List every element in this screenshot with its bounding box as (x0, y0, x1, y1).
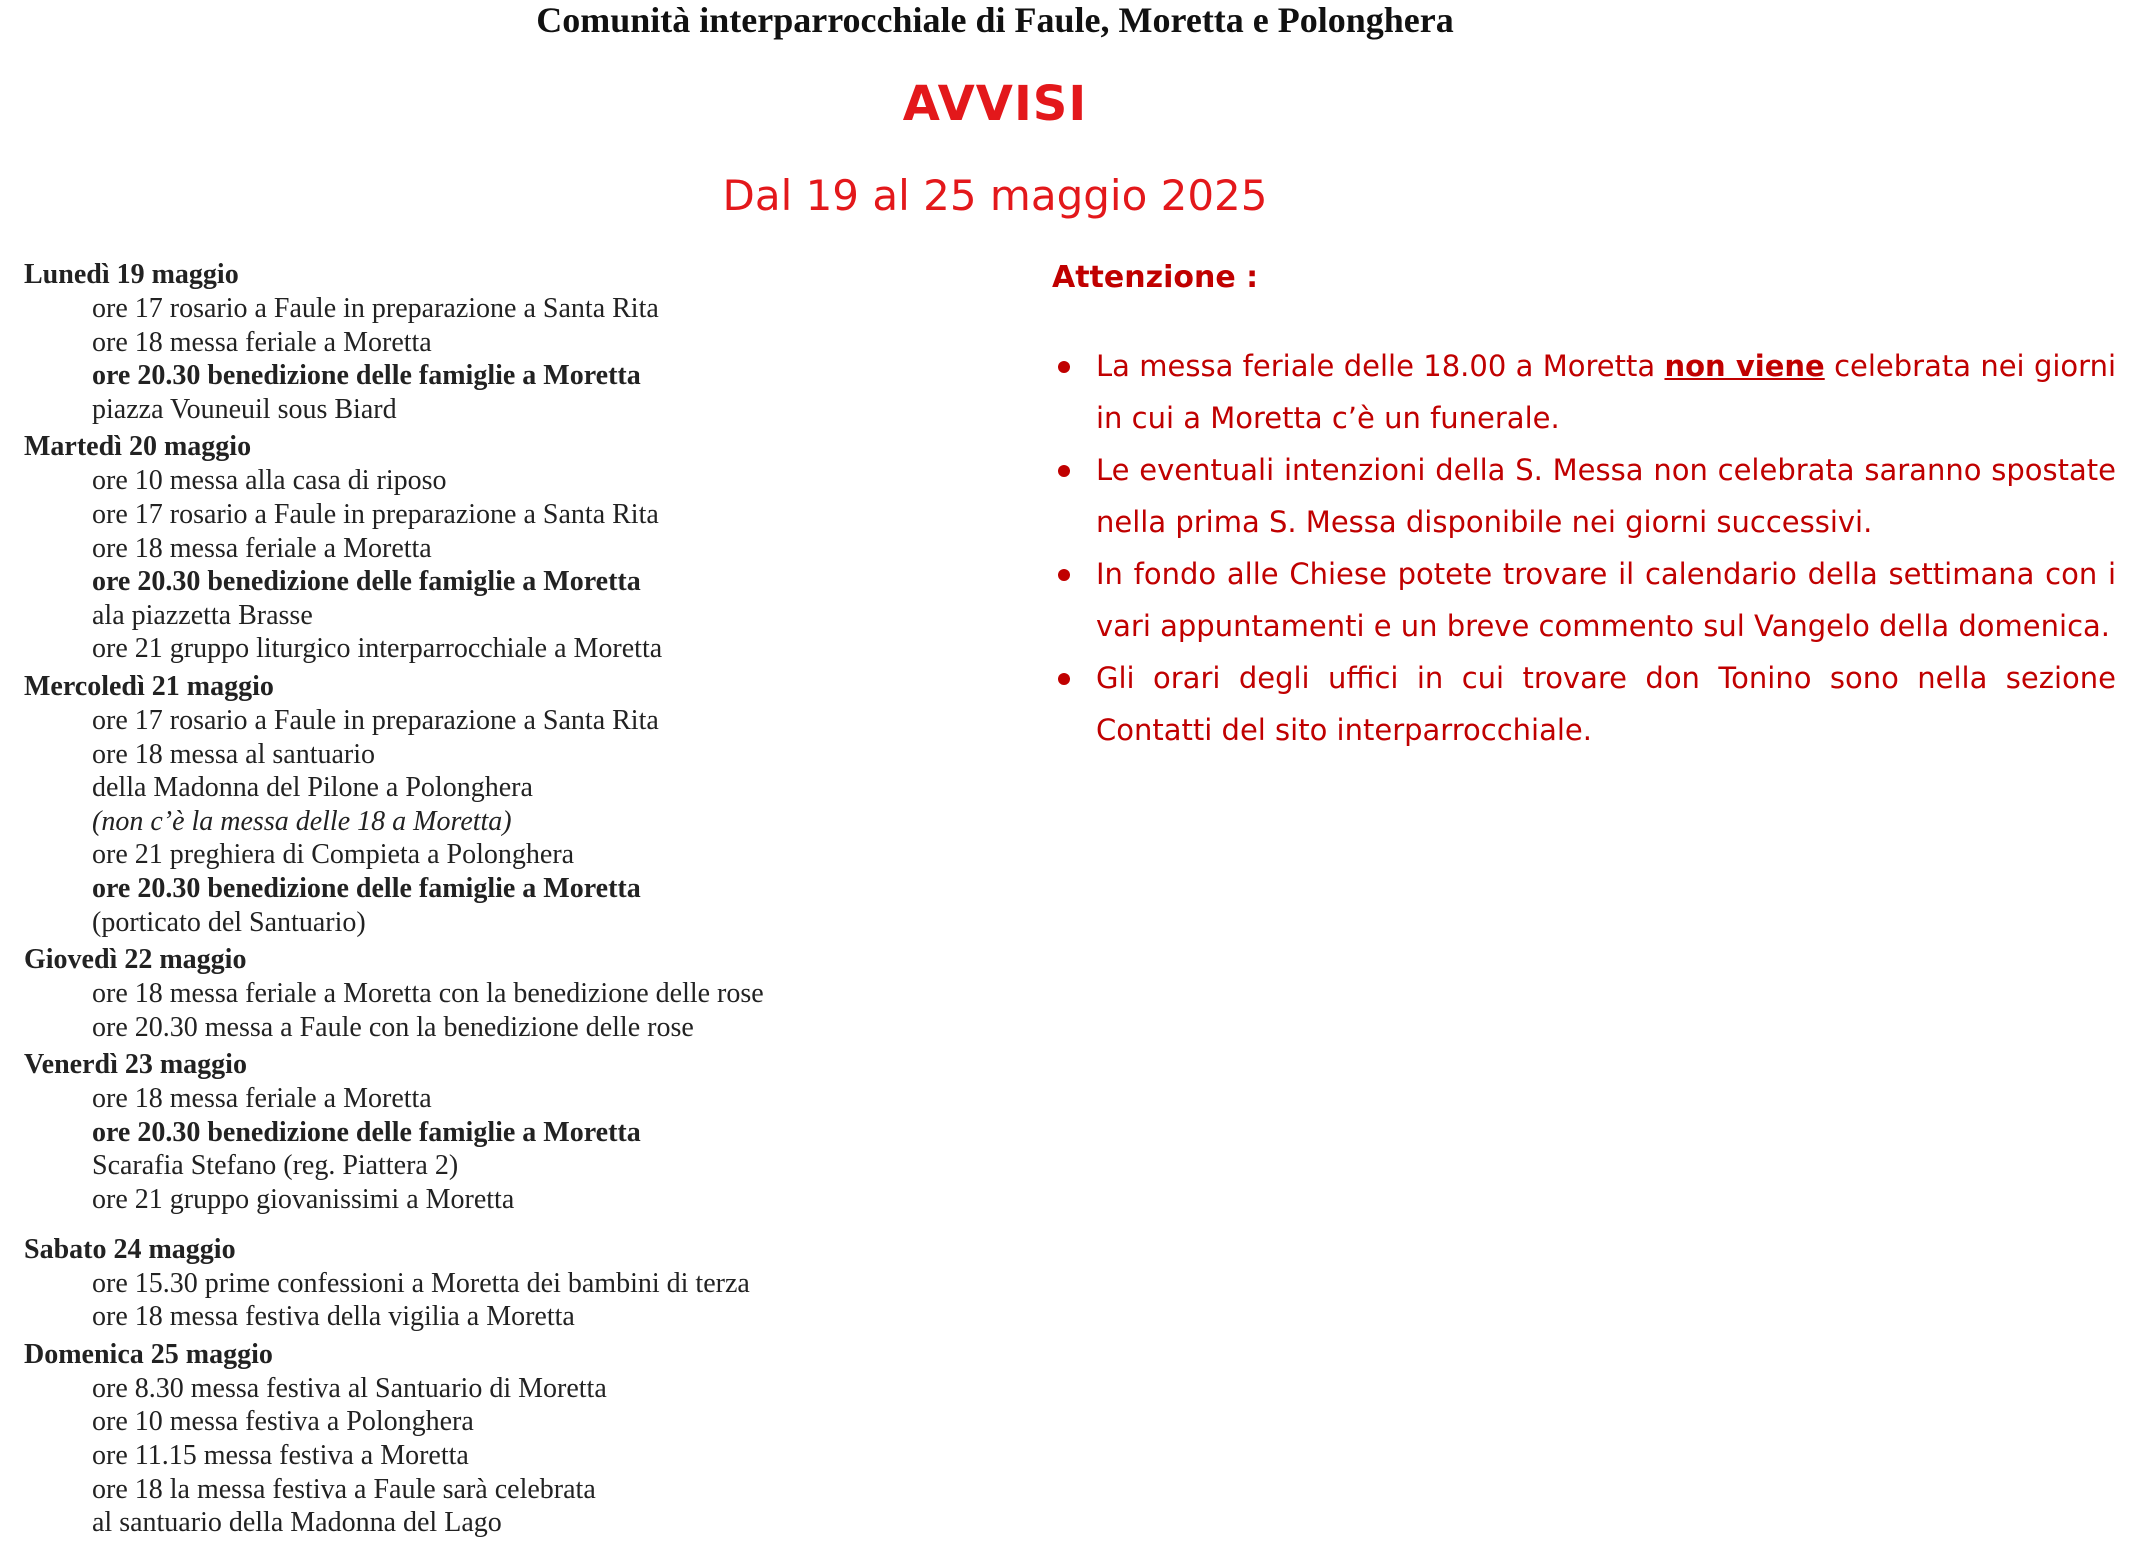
schedule-entry: ore 18 messa al santuario (92, 738, 376, 770)
schedule-entry: ore 10 messa festiva a Polonghera (92, 1406, 474, 1438)
date-range: Dal 19 al 25 maggio 2025 (722, 171, 1268, 220)
bullet-icon (1058, 673, 1070, 685)
schedule-entry: ore 18 messa feriale a Moretta con la benedizione delle rose (92, 978, 764, 1010)
schedule-entry: ore 15.30 prime confessioni a Moretta dei bambini di terza (92, 1267, 750, 1299)
schedule-entry: ore 20.30 messa a Faule con la benedizione delle rose (92, 1011, 694, 1043)
notice-item (1052, 444, 2116, 548)
schedule-entry-highlight: ore 20.30 benedizione delle famiglie a Moretta (92, 1116, 641, 1148)
schedule-entry: ore 17 rosario a Faule in preparazione a Santa Rita (92, 704, 659, 736)
notice-emphasis: non viene (1664, 349, 1825, 383)
day-title: Lunedì 19 maggio (24, 259, 239, 290)
notice-text: celebrata nei giorni in cui a Moretta c’è un funerale. (1096, 349, 2117, 435)
schedule-entry: ore 11.15 messa festiva a Moretta (92, 1440, 469, 1472)
schedule-entry-highlight: ore 20.30 benedizione delle famiglie a Moretta (92, 566, 641, 598)
schedule-entry-highlight: ore 20.30 benedizione delle famiglie a Moretta (92, 872, 641, 904)
schedule-entry: Scarafia Stefano (reg. Piattera 2) (92, 1150, 459, 1182)
day-title: Mercoledì 21 maggio (24, 670, 274, 702)
day-title: Venerdì 23 maggio (24, 1049, 247, 1081)
schedule-entry: ore 8.30 messa festiva al Santuario di Moretta (92, 1372, 607, 1404)
day-block (24, 1233, 874, 1334)
schedule-entry: ore 21 gruppo giovanissimi a Moretta (92, 1184, 515, 1216)
day-title: Domenica 25 maggio (24, 1338, 273, 1370)
day-title: Giovedì 22 maggio (24, 944, 247, 976)
day-block (24, 258, 874, 426)
schedule-entry: ore 21 preghiera di Compieta a Polonghera (92, 839, 575, 871)
notice-panel (1052, 256, 2116, 756)
notice-text: Gli orari degli uffici in cui trovare don Tonino sono nella sezione Contatti del sito interparrocchiale. (1096, 661, 2116, 747)
day-title: Martedì 20 maggio (24, 431, 252, 463)
schedule-entry: ala piazzetta Brasse (92, 599, 313, 631)
schedule-entry: piazza Vouneuil sous Biard (92, 393, 397, 425)
notice-text: Le eventuali intenzioni della S. Messa non celebrata saranno spostate nella prima S. Messa disponibile nei giorni successivi. (1096, 453, 2116, 539)
day-block (24, 1048, 874, 1216)
bullet-icon (1058, 465, 1070, 477)
notice-item (1052, 340, 2116, 444)
day-block (24, 430, 874, 666)
weekly-schedule (24, 258, 874, 1540)
day-block (24, 1338, 874, 1540)
bullet-icon (1058, 361, 1070, 373)
page-title: AVVISI (902, 76, 1088, 132)
bullet-icon (1058, 569, 1070, 581)
schedule-entry: ore 18 messa festiva della vigilia a Moretta (92, 1301, 575, 1333)
schedule-entry: al santuario della Madonna del Lago (92, 1507, 502, 1539)
day-title: Sabato 24 maggio (24, 1233, 236, 1265)
notice-text: In fondo alle Chiese potete trovare il calendario della settimana con i vari appuntamenti e un breve commento sul Vangelo della domenica. (1096, 557, 2116, 643)
day-block (24, 670, 874, 939)
notice-text: La messa feriale delle 18.00 a Moretta (1096, 349, 1665, 383)
schedule-entry: ore 17 rosario a Faule in preparazione a Santa Rita (92, 498, 659, 530)
schedule-entry: della Madonna del Pilone a Polonghera (92, 772, 533, 804)
schedule-entry: ore 18 messa feriale a Moretta (92, 1083, 432, 1115)
community-title: Comunità interparrocchiale di Faule, Moretta e Polonghera (536, 0, 1454, 40)
notice-item (1052, 652, 2116, 756)
schedule-entry: (porticato del Santuario) (92, 906, 366, 938)
schedule-entry: ore 17 rosario a Faule in preparazione a Santa Rita (92, 293, 659, 324)
notice-item (1052, 548, 2116, 652)
schedule-entry: ore 21 gruppo liturgico interparrocchiale a Moretta (92, 633, 663, 665)
schedule-entry: ore 18 messa feriale a Moretta (92, 532, 432, 564)
notice-list (1052, 340, 2116, 756)
schedule-entry: ore 18 la messa festiva a Faule sarà celebrata (92, 1473, 596, 1505)
schedule-entry: ore 10 messa alla casa di riposo (92, 465, 447, 497)
schedule-entry-highlight: ore 20.30 benedizione delle famiglie a Moretta (92, 360, 641, 392)
day-block (24, 943, 874, 1044)
schedule-entry: ore 18 messa feriale a Moretta (92, 326, 432, 358)
schedule-note: (non c’è la messa delle 18 a Moretta) (92, 805, 512, 837)
notice-heading: Attenzione : (1052, 260, 1259, 295)
